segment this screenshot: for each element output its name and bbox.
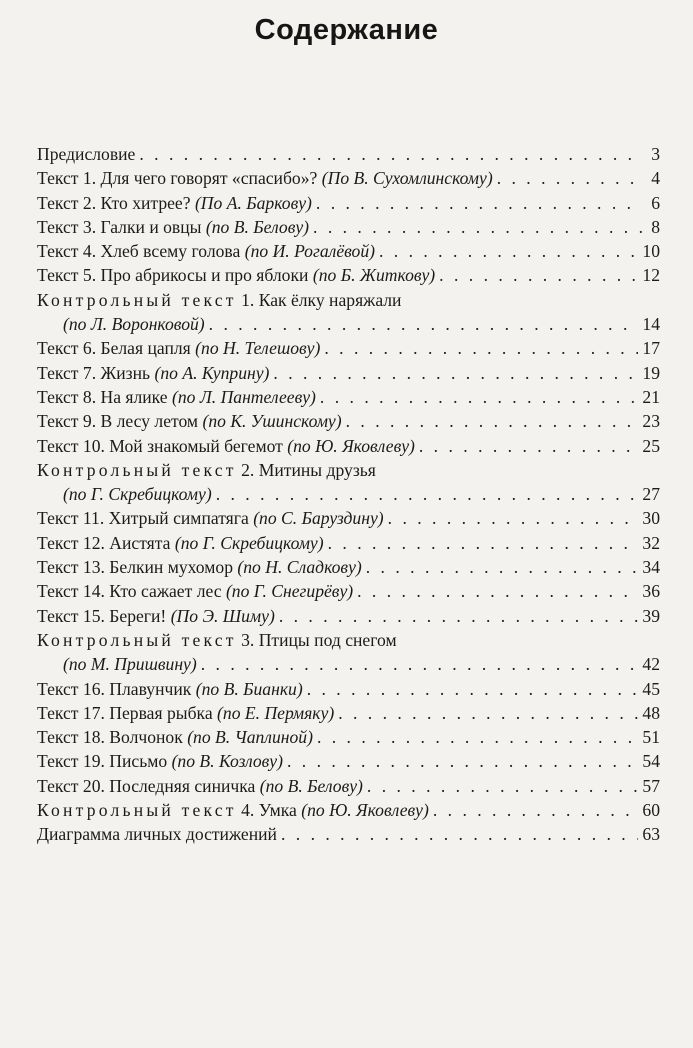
toc-entry-line bbox=[37, 701, 660, 725]
toc-entry bbox=[37, 434, 660, 458]
toc-entry-line bbox=[37, 263, 660, 287]
toc-entry-line bbox=[37, 774, 660, 798]
toc-entry-title bbox=[37, 288, 401, 312]
toc-entry bbox=[37, 798, 660, 822]
dot-leader bbox=[313, 215, 642, 239]
toc-entry-author: (по В. Белову) bbox=[205, 216, 310, 237]
toc-entry bbox=[37, 215, 660, 239]
toc-entry-main: Текст 3. Галки и овцы bbox=[37, 216, 202, 237]
toc-entry bbox=[37, 336, 660, 360]
toc-entry-author: (по В. Чаплиной) bbox=[187, 727, 313, 748]
toc-entry-author: (по Ю. Яковлеву) bbox=[301, 800, 429, 821]
toc-page-number: 6 bbox=[651, 192, 660, 213]
toc-entry-main: Предисловие bbox=[37, 144, 136, 164]
toc-entry-author: (по В. Бианки) bbox=[195, 678, 303, 699]
dot-leader bbox=[419, 434, 639, 458]
control-text-title: 2. Митины друзья bbox=[241, 459, 376, 480]
toc-entry-title bbox=[37, 361, 269, 385]
toc-entry bbox=[37, 506, 660, 530]
toc-entry-title bbox=[37, 822, 277, 846]
toc-entry-title bbox=[37, 628, 397, 652]
toc-entry bbox=[37, 409, 660, 433]
toc-entry-line bbox=[37, 239, 660, 263]
toc-entry-author: (по М. Пришвину) bbox=[63, 654, 197, 675]
toc-page-number: 23 bbox=[642, 411, 660, 432]
toc-entry-line bbox=[37, 191, 660, 215]
toc-page-number: 42 bbox=[642, 654, 660, 675]
toc-page-number: 8 bbox=[651, 216, 660, 237]
toc-entry-author: (по К. Ушинскому) bbox=[202, 411, 342, 432]
toc-entry bbox=[37, 191, 660, 215]
toc-entry-title bbox=[37, 191, 312, 215]
toc-entry-author: (по В. Белову) bbox=[259, 775, 363, 796]
toc-entry-line bbox=[37, 142, 660, 166]
toc-entry-title bbox=[37, 798, 429, 822]
toc-page-number: 63 bbox=[642, 824, 660, 845]
toc-page-number: 12 bbox=[642, 265, 660, 286]
toc-entry-line bbox=[37, 677, 660, 701]
toc-entry-line bbox=[37, 506, 660, 530]
control-text-title: 1. Как ёлку наряжали bbox=[241, 289, 402, 310]
toc-page-number: 27 bbox=[642, 484, 660, 505]
toc-entry-author: (по Г. Снегирёву) bbox=[225, 581, 354, 602]
toc-page-number: 48 bbox=[642, 702, 660, 723]
toc-entry-line bbox=[37, 531, 660, 555]
toc-entry-author: (по Л. Воронковой) bbox=[63, 314, 205, 335]
toc-entry-author: (По А. Баркову) bbox=[194, 192, 312, 213]
toc-entry-main: Текст 10. Мой знакомый бегемот bbox=[37, 435, 283, 456]
toc-entry-author: (по Г. Скребицкому) bbox=[63, 484, 212, 505]
toc-entry-line bbox=[37, 725, 660, 749]
toc-entry-line bbox=[37, 482, 660, 506]
toc-entry-title bbox=[37, 677, 303, 701]
toc-entry-line bbox=[37, 555, 660, 579]
toc-page-number: 39 bbox=[642, 605, 660, 626]
dot-leader bbox=[439, 263, 638, 287]
toc-entry bbox=[37, 142, 660, 166]
toc-entry-author: (по Н. Сладкову) bbox=[237, 557, 362, 578]
toc-entry-main: Текст 7. Жизнь bbox=[37, 362, 151, 383]
toc-entry-line bbox=[37, 604, 660, 628]
toc-entry bbox=[37, 677, 660, 701]
toc-entry-line bbox=[37, 652, 660, 676]
dot-leader bbox=[357, 579, 638, 603]
toc-entry bbox=[37, 239, 660, 263]
dot-leader bbox=[279, 604, 639, 628]
dot-leader bbox=[201, 652, 639, 676]
toc-entry-title bbox=[37, 336, 320, 360]
toc-entry-title bbox=[37, 749, 283, 773]
toc-entry-line bbox=[37, 312, 660, 336]
toc-entry-author: (по С. Баруздину) bbox=[253, 508, 384, 529]
dot-leader bbox=[379, 239, 638, 263]
dot-leader bbox=[216, 482, 639, 506]
toc-entry bbox=[37, 166, 660, 190]
toc-entry-author: (по Н. Телешову) bbox=[195, 338, 321, 359]
dot-leader bbox=[324, 336, 638, 360]
toc-entry bbox=[37, 725, 660, 749]
toc-page-number: 34 bbox=[642, 557, 660, 578]
toc-entry-author: (По Э. Шиму) bbox=[170, 605, 275, 626]
page-title: Содержание bbox=[254, 14, 439, 46]
table-of-contents bbox=[37, 142, 660, 847]
toc-entry-line bbox=[37, 409, 660, 433]
dot-leader bbox=[273, 361, 638, 385]
toc-entry-main: Текст 5. Про абрикосы и про яблоки bbox=[37, 265, 309, 286]
dot-leader bbox=[287, 749, 638, 773]
toc-entry-main: Текст 6. Белая цапля bbox=[37, 338, 191, 359]
toc-entry-line bbox=[37, 434, 660, 458]
toc-entry-title bbox=[37, 531, 324, 555]
toc-page-number: 19 bbox=[642, 362, 660, 383]
toc-entry-title bbox=[37, 701, 334, 725]
toc-entry-main: Текст 19. Письмо bbox=[37, 751, 168, 772]
toc-page-number: 30 bbox=[642, 508, 660, 529]
toc-entry-main: Текст 2. Кто хитрее? bbox=[37, 192, 191, 213]
toc-entry-line bbox=[37, 822, 660, 846]
dot-leader bbox=[281, 822, 638, 846]
toc-entry-title bbox=[37, 142, 135, 166]
toc-entry-line bbox=[37, 336, 660, 360]
toc-entry-title bbox=[37, 458, 376, 482]
toc-entry bbox=[37, 749, 660, 773]
dot-leader bbox=[433, 798, 639, 822]
dot-leader bbox=[338, 701, 638, 725]
toc-page-number: 32 bbox=[642, 532, 660, 553]
toc-entry-title bbox=[37, 604, 275, 628]
toc-entry bbox=[37, 822, 660, 846]
toc-entry-title bbox=[37, 239, 375, 263]
toc-entry-author: (по И. Рогалёвой) bbox=[244, 241, 375, 262]
toc-entry-main: Текст 9. В лесу летом bbox=[37, 411, 199, 432]
toc-entry-author: (по А. Куприну) bbox=[154, 362, 270, 383]
toc-entry-main: Диаграмма личных достижений bbox=[37, 824, 277, 845]
toc-entry-title bbox=[37, 434, 415, 458]
toc-entry bbox=[37, 458, 660, 507]
toc-entry-main: Текст 16. Плавунчик bbox=[37, 678, 192, 699]
toc-entry-title bbox=[37, 166, 493, 190]
toc-page-number: 54 bbox=[642, 751, 660, 772]
control-text-label: Контрольный текст bbox=[37, 289, 237, 310]
dot-leader bbox=[388, 506, 639, 530]
toc-entry-title bbox=[37, 555, 362, 579]
toc-entry-main: Текст 8. На ялике bbox=[37, 386, 168, 407]
toc-entry-line bbox=[37, 385, 660, 409]
toc-page-number: 10 bbox=[642, 241, 660, 262]
toc-entry-line bbox=[37, 458, 660, 482]
toc-entry-main: Текст 15. Береги! bbox=[37, 605, 167, 626]
toc-entry bbox=[37, 628, 660, 677]
toc-entry bbox=[37, 555, 660, 579]
toc-entry-author: (по В. Козлову) bbox=[171, 751, 283, 772]
toc-entry-title bbox=[37, 385, 316, 409]
toc-entry-title bbox=[37, 409, 342, 433]
toc-entry-author: (по Г. Скребицкому) bbox=[174, 532, 324, 553]
toc-page-number: 4 bbox=[651, 168, 660, 189]
toc-entry-line bbox=[37, 798, 660, 822]
toc-entry-line bbox=[37, 628, 660, 652]
toc-page-number: 57 bbox=[642, 775, 660, 796]
control-text-label: Контрольный текст bbox=[37, 800, 237, 821]
toc-entry-author: (по Е. Пермяку) bbox=[217, 702, 335, 723]
dot-leader bbox=[307, 677, 639, 701]
toc-entry-line bbox=[37, 749, 660, 773]
toc-entry bbox=[37, 385, 660, 409]
toc-entry-author: (по Л. Пантелееву) bbox=[172, 386, 316, 407]
toc-entry-main: Текст 17. Первая рыбка bbox=[37, 702, 213, 723]
toc-entry-author: (По В. Сухомлинскому) bbox=[321, 168, 493, 189]
toc-entry-main: Текст 18. Волчонок bbox=[37, 727, 183, 748]
dot-leader bbox=[346, 409, 639, 433]
toc-entry bbox=[37, 604, 660, 628]
toc-entry bbox=[37, 579, 660, 603]
toc-entry-line bbox=[37, 579, 660, 603]
toc-page-number: 60 bbox=[642, 800, 660, 821]
toc-entry-main: Текст 4. Хлеб всему голова bbox=[37, 241, 241, 262]
toc-entry-title bbox=[37, 506, 384, 530]
toc-page-number: 14 bbox=[642, 314, 660, 335]
toc-entry-title bbox=[37, 215, 309, 239]
control-text-title: 4. Умка bbox=[241, 800, 297, 821]
control-text-label: Контрольный текст bbox=[37, 629, 237, 650]
toc-entry-author: (по Ю. Яковлеву) bbox=[287, 435, 415, 456]
toc-page-number: 3 bbox=[651, 144, 660, 164]
toc-entry bbox=[37, 701, 660, 725]
dot-leader bbox=[367, 774, 639, 798]
toc-entry bbox=[37, 288, 660, 337]
toc-entry-main: Текст 12. Аистята bbox=[37, 532, 171, 553]
toc-entry-line bbox=[37, 166, 660, 190]
toc-entry-main: Текст 11. Хитрый симпатяга bbox=[37, 508, 249, 529]
dot-leader bbox=[316, 191, 642, 215]
toc-entry-main: Текст 1. Для чего говорят «спасибо»? bbox=[37, 168, 318, 189]
toc-page-number: 51 bbox=[642, 727, 660, 748]
toc-entry-author: (по Б. Житкову) bbox=[312, 265, 436, 286]
toc-entry-main: Текст 20. Последняя синичка bbox=[37, 775, 256, 796]
toc-entry-main: Текст 14. Кто сажает лес bbox=[37, 581, 222, 602]
toc-page-number: 25 bbox=[642, 435, 660, 456]
toc-page-number: 17 bbox=[642, 338, 660, 359]
dot-leader bbox=[209, 312, 639, 336]
toc-entry bbox=[37, 263, 660, 287]
toc-entry bbox=[37, 361, 660, 385]
toc-entry-main: Текст 13. Белкин мухомор bbox=[37, 557, 233, 578]
toc-page-number: 45 bbox=[642, 678, 660, 699]
toc-entry bbox=[37, 531, 660, 555]
control-text-title: 3. Птицы под снегом bbox=[241, 629, 397, 650]
dot-leader bbox=[317, 725, 638, 749]
dot-leader bbox=[328, 531, 639, 555]
toc-entry-line bbox=[37, 361, 660, 385]
dot-leader bbox=[139, 142, 642, 166]
dot-leader bbox=[366, 555, 639, 579]
toc-entry-line bbox=[37, 288, 660, 312]
control-text-label: Контрольный текст bbox=[37, 459, 237, 480]
toc-entry-title bbox=[37, 725, 313, 749]
toc-entry-title bbox=[37, 263, 435, 287]
dot-leader bbox=[320, 385, 638, 409]
toc-entry-title bbox=[37, 579, 353, 603]
toc-page-number: 21 bbox=[642, 386, 660, 407]
toc-entry-line bbox=[37, 215, 660, 239]
toc-page-number: 36 bbox=[642, 581, 660, 602]
toc-entry bbox=[37, 774, 660, 798]
dot-leader bbox=[497, 166, 642, 190]
toc-entry-title bbox=[37, 774, 363, 798]
